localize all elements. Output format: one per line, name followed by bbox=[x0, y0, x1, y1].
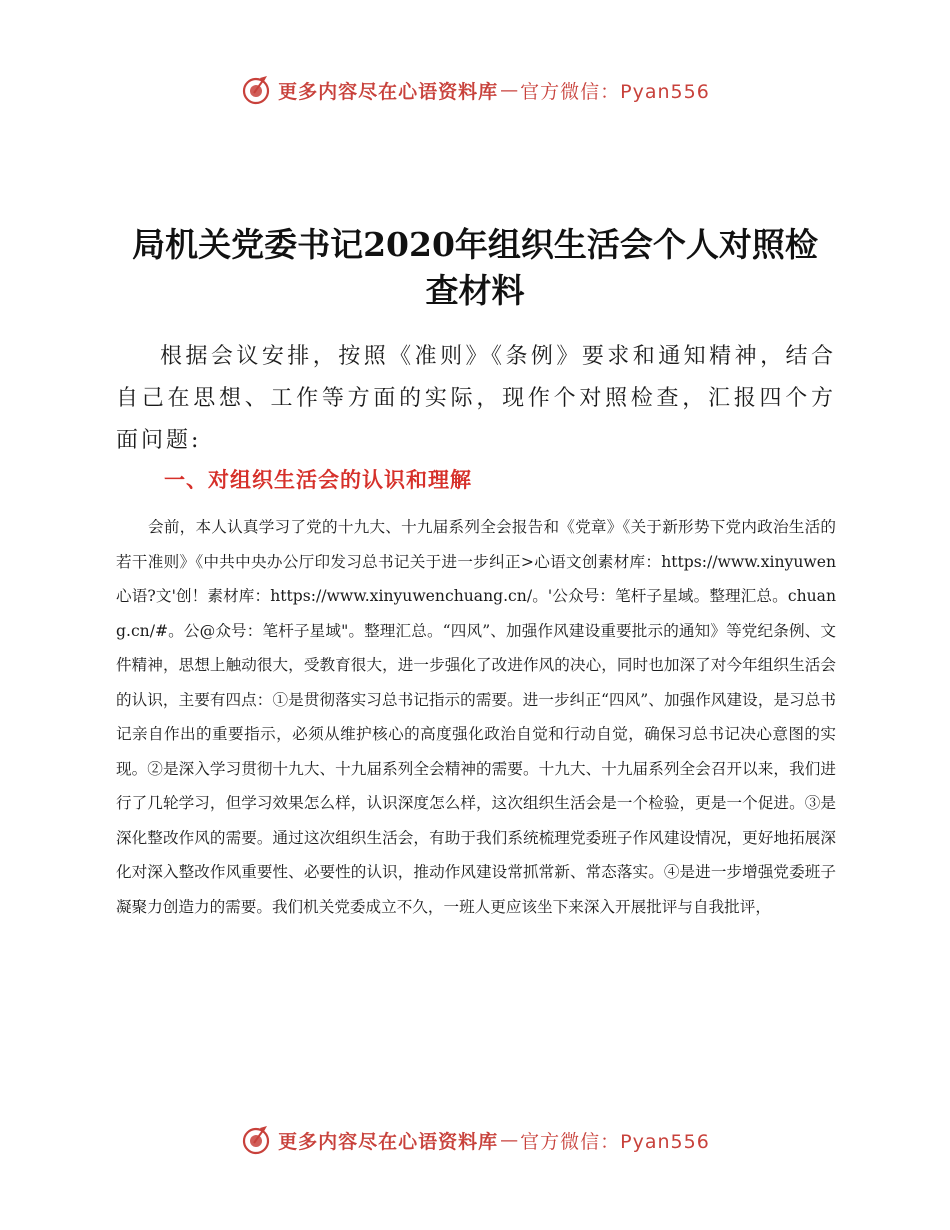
banner-site-text: 更多内容尽在心语资料库 bbox=[278, 1130, 499, 1153]
banner-separator: — bbox=[500, 79, 519, 101]
intro-paragraph: 根据会议安排，按照《准则》《条例》要求和通知精神，结合自己在思想、工作等方面的实际，现作个对照检查，汇报四个方面问题: bbox=[116, 344, 836, 453]
header-watermark-banner bbox=[0, 72, 950, 108]
document-title: 局机关党委书记2020年组织生活会个人对照检查材料 bbox=[132, 225, 818, 310]
banner-contact-text: 官方微信：Pyan556 bbox=[520, 1130, 710, 1153]
banner-contact-text: 官方微信：Pyan556 bbox=[520, 80, 710, 103]
quill-logo-icon bbox=[240, 1124, 272, 1156]
quill-logo-icon bbox=[240, 74, 272, 106]
footer-watermark-banner bbox=[0, 1122, 950, 1158]
banner-separator: — bbox=[500, 1129, 519, 1151]
section-1-body: 会前，本人认真学习了党的十九大、十九届系列全会报告和《党章》《关于新形势下党内政治生活的若干准则》《中共中央办公厅印发习总书记关于进一步纠正>心语文创素材库：https://www.xinyuwen心语?文'创！素材库：https://www.xinyuwenchuang.cn/。'公众号：笔杆子星域。整理汇总。chuang.cn/#。公@众号：笔杆子星域"。整理汇总。“四风”、加强作风建设重要批示的通知》等党纪条例、文件精神，思想上触动很大，受教育很大，进一步强化了改进作风的决心，同时也加深了对今年组织生活会的认识，主要有四点：①是贯彻落实习总书记指示的需要。进一步纠正“四风”、加强作风建设，是习总书记亲自作出的重要指示，必须从维护核心的高度强化政治自觉和行动自觉，确保习总书记决心意图的实现。②是深入学习贯彻十九大、十九届系列全会精神的需要。十九大、十九届系列全会召开以来，我们进行了几轮学习，但学习效果怎么样，认识深度怎么样，这次组织生活会是一个检验，更是一个促进。③是深化整改作风的需要。通过这次组织生活会，有助于我们系统梳理党委班子作风建设情况，更好地拓展深化对深入整改作风重要性、必要性的认识，推动作风建设常抓常新、常态落实。④是进一步增强党委班子凝聚力创造力的需要。我们机关党委成立不久，一班人更应该坐下来深入开展批评与自我批评， bbox=[116, 518, 836, 916]
section-heading-1: 一、对组织生活会的认识和理解 bbox=[164, 468, 472, 492]
banner-site-text: 更多内容尽在心语资料库 bbox=[278, 80, 499, 103]
